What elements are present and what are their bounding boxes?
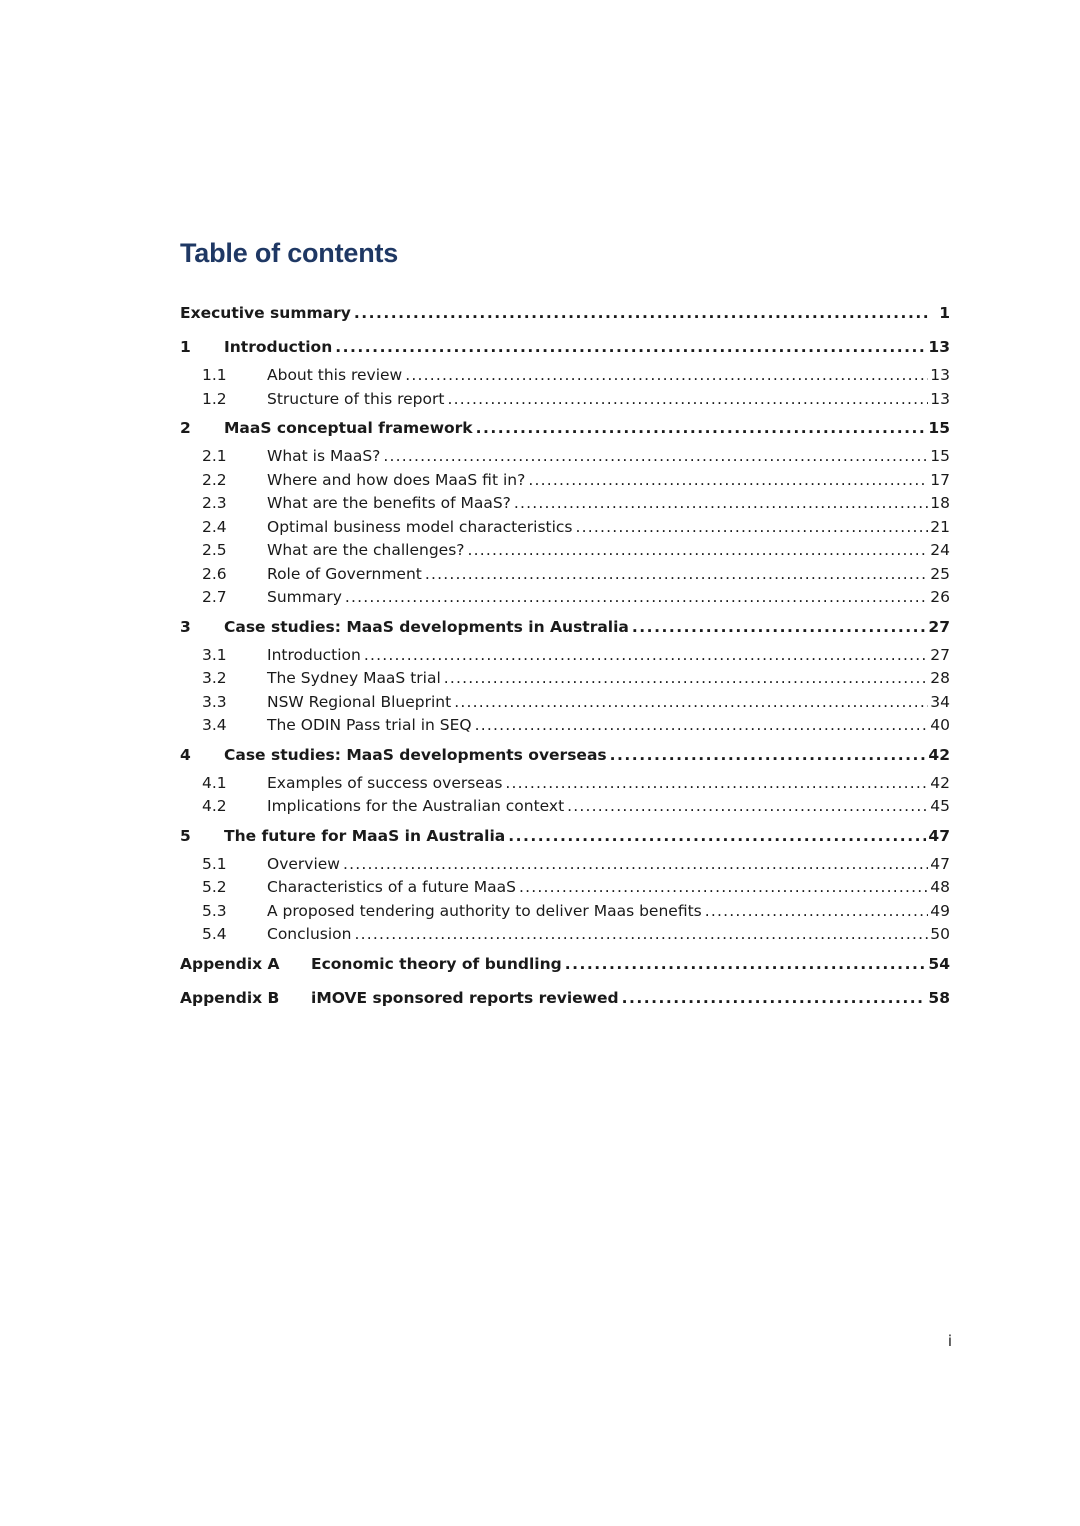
toc-entry-4-2[interactable]	[180, 795, 950, 819]
leader-dots	[345, 586, 928, 610]
toc-entry-number: 4.2	[202, 797, 227, 815]
toc-entry-page: 49	[930, 901, 950, 920]
toc-entry-page: 27	[928, 617, 950, 636]
toc-entry-page: 45	[930, 797, 950, 815]
toc-entry-executive-summary[interactable]	[180, 296, 950, 330]
toc-entry-number: 2.2	[202, 470, 227, 489]
toc-entry-number: 5	[180, 826, 191, 845]
leader-dots	[528, 469, 928, 493]
leader-dots	[354, 923, 928, 947]
toc-entry-2-7[interactable]	[180, 586, 950, 610]
toc-entry-label: NSW Regional Blueprint	[267, 692, 452, 711]
leader-dots	[447, 388, 928, 412]
toc-entry-page: 15	[928, 419, 950, 437]
toc-entry-number: 5.4	[202, 925, 227, 943]
toc-entry-label: Optimal business model characteristics	[267, 517, 573, 536]
page-number: i	[947, 1332, 952, 1350]
leader-dots	[475, 714, 928, 738]
toc-entry-page: 27	[930, 645, 950, 664]
toc-entry-label: Summary	[267, 588, 342, 606]
toc-entry-2-4[interactable]	[180, 516, 950, 540]
toc-entry-label: Executive summary	[180, 304, 351, 322]
toc-entry-label: iMOVE sponsored reports reviewed	[311, 988, 619, 1007]
toc-entry-2-6[interactable]	[180, 563, 950, 587]
toc-entry-label: Implications for the Australian context	[267, 797, 565, 815]
toc-entry-page: 13	[928, 338, 950, 356]
leader-dots	[576, 516, 928, 540]
toc-entry-number: 2.1	[202, 447, 227, 465]
toc-entry-page: 48	[930, 878, 950, 896]
toc-entry-number: 2.4	[202, 517, 227, 536]
toc-entry-appendix-b[interactable]	[180, 981, 950, 1015]
toc-entry-number: 3.2	[202, 669, 227, 687]
toc-entry-number: 1	[180, 338, 191, 356]
toc-entry-section-5[interactable]	[180, 819, 950, 853]
toc-entry-label: Conclusion	[267, 925, 352, 943]
toc-entry-5-3[interactable]	[180, 900, 950, 924]
leader-dots	[565, 947, 927, 981]
toc-entry-1-1[interactable]	[180, 364, 950, 388]
toc-entry-label: What are the challenges?	[267, 541, 465, 559]
toc-entry-label: Case studies: MaaS developments in Australia	[224, 617, 629, 636]
toc-entry-number: 1.1	[202, 366, 227, 384]
toc-entry-3-2[interactable]	[180, 667, 950, 691]
toc-entry-label: What is MaaS?	[267, 447, 381, 465]
toc-entry-number: 4	[180, 745, 191, 764]
toc-entry-page: 21	[930, 517, 950, 536]
toc-entry-2-2[interactable]	[180, 469, 950, 493]
toc-entry-number: Appendix A	[180, 954, 280, 973]
leader-dots	[567, 795, 928, 819]
leader-dots	[425, 563, 928, 587]
toc-entry-5-2[interactable]	[180, 876, 950, 900]
leader-dots	[364, 644, 928, 668]
leader-dots	[454, 691, 928, 715]
toc-entry-page: 54	[928, 954, 950, 973]
page-title: Table of contents	[180, 238, 399, 268]
leader-dots	[610, 738, 927, 772]
leader-dots	[632, 610, 927, 644]
leader-dots	[444, 667, 928, 691]
toc-entry-label: A proposed tendering authority to deliver Maas benefits	[267, 901, 702, 920]
toc-entry-page: 1	[939, 304, 950, 322]
toc-entry-number: 2.6	[202, 564, 227, 583]
toc-entry-3-1[interactable]	[180, 644, 950, 668]
toc-entry-number: 3.3	[202, 692, 227, 711]
toc-entry-page: 40	[930, 716, 950, 734]
toc-entry-page: 13	[930, 389, 950, 408]
toc-entry-section-2[interactable]	[180, 411, 950, 445]
toc-entry-5-4[interactable]	[180, 923, 950, 947]
toc-entry-number: 5.1	[202, 854, 227, 873]
toc-entry-label: Structure of this report	[267, 389, 445, 408]
leader-dots	[514, 492, 928, 516]
leader-dots	[383, 445, 928, 469]
toc-entry-page: 26	[930, 588, 950, 606]
toc-entry-number: 2.7	[202, 588, 227, 606]
leader-dots	[476, 411, 927, 445]
leader-dots	[343, 853, 928, 877]
toc-entry-page: 50	[930, 925, 950, 943]
toc-entry-label: Introduction	[267, 645, 361, 664]
leader-dots	[508, 819, 926, 853]
toc-entry-section-4[interactable]	[180, 738, 950, 772]
leader-dots	[622, 981, 927, 1015]
toc-entry-page: 34	[930, 692, 950, 711]
toc-entry-label: Role of Government	[267, 564, 422, 583]
toc-entry-label: Examples of success overseas	[267, 773, 503, 792]
toc-entry-label: Economic theory of bundling	[311, 954, 562, 973]
toc-entry-page: 13	[930, 366, 950, 384]
toc-entry-section-3[interactable]	[180, 610, 950, 644]
toc-entry-label: About this review	[267, 366, 403, 384]
leader-dots	[335, 330, 926, 364]
toc-entry-number: 4.1	[202, 773, 227, 792]
toc-entry-section-1[interactable]	[180, 330, 950, 364]
toc-entry-label: The ODIN Pass trial in SEQ	[267, 716, 472, 734]
toc-entry-number: 2	[180, 419, 191, 437]
toc-entry-5-1[interactable]	[180, 853, 950, 877]
toc-entry-label: The future for MaaS in Australia	[224, 826, 506, 845]
table-of-contents	[180, 296, 950, 1015]
toc-entry-label: Case studies: MaaS developments overseas	[224, 745, 607, 764]
toc-entry-label: MaaS conceptual framework	[224, 419, 473, 437]
toc-entry-1-2[interactable]	[180, 388, 950, 412]
toc-entry-label: The Sydney MaaS trial	[267, 669, 441, 687]
leader-dots	[405, 364, 928, 388]
toc-entry-2-3[interactable]	[180, 492, 950, 516]
toc-entry-page: 15	[930, 447, 950, 465]
toc-entry-2-1[interactable]	[180, 445, 950, 469]
toc-entry-number: 5.2	[202, 878, 227, 896]
leader-dots	[705, 900, 928, 924]
leader-dots	[354, 296, 928, 330]
toc-entry-3-4[interactable]	[180, 714, 950, 738]
toc-entry-3-3[interactable]	[180, 691, 950, 715]
toc-entry-4-1[interactable]	[180, 772, 950, 796]
toc-entry-page: 25	[930, 564, 950, 583]
leader-dots	[468, 539, 928, 563]
toc-entry-label: Introduction	[224, 338, 333, 356]
toc-entry-page: 17	[930, 470, 950, 489]
toc-entry-label: Where and how does MaaS fit in?	[267, 470, 526, 489]
toc-entry-number: 2.5	[202, 541, 227, 559]
toc-entry-number: 3.4	[202, 716, 227, 734]
toc-entry-number: 3.1	[202, 645, 227, 664]
leader-dots	[519, 876, 928, 900]
toc-entry-page: 58	[928, 988, 950, 1007]
toc-entry-number: 1.2	[202, 389, 227, 408]
toc-entry-label: Characteristics of a future MaaS	[267, 878, 516, 896]
toc-entry-appendix-a[interactable]	[180, 947, 950, 981]
toc-entry-page: 42	[928, 745, 950, 764]
toc-entry-number: 5.3	[202, 901, 227, 920]
toc-entry-number: 2.3	[202, 494, 227, 512]
toc-entry-label: Overview	[267, 854, 340, 873]
toc-entry-number: 3	[180, 617, 191, 636]
toc-entry-page: 47	[930, 854, 950, 873]
toc-entry-2-5[interactable]	[180, 539, 950, 563]
toc-entry-page: 47	[928, 826, 950, 845]
toc-entry-page: 24	[930, 541, 950, 559]
toc-entry-page: 18	[930, 494, 950, 512]
toc-entry-page: 42	[930, 773, 950, 792]
toc-entry-label: What are the benefits of MaaS?	[267, 494, 511, 512]
leader-dots	[505, 772, 928, 796]
toc-entry-page: 28	[930, 669, 950, 687]
toc-entry-number: Appendix B	[180, 988, 280, 1007]
